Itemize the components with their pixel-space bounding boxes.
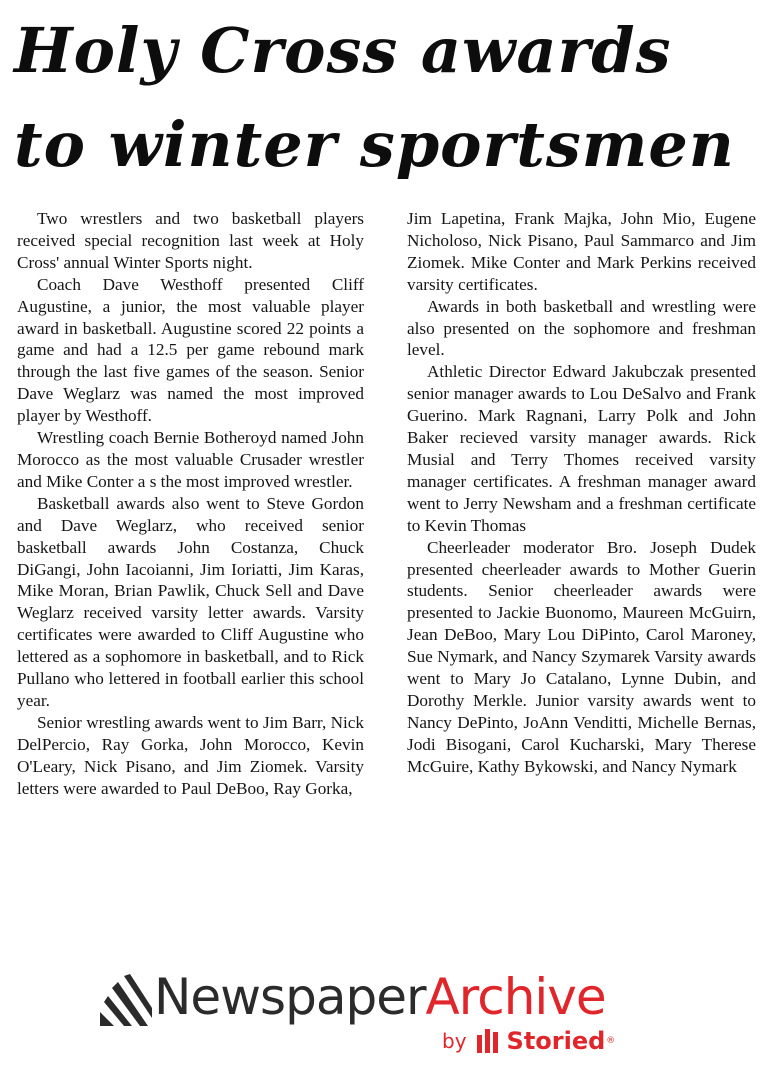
paragraph: Awards in both basketball and wrestling were also presented on the sophomore and freshman level.	[407, 296, 756, 360]
headline	[14, 4, 764, 192]
registered-mark: ®	[606, 1036, 616, 1046]
paragraph: Athletic Director Edward Jakubczak presented senior manager awards to Lou DeSalvo and Frank Guerino. Mark Ragnani, Larry Polk and John Baker recieved varsity manager awards. Rick Musial and Terry Thomes received varsity manager certificates. A freshman manager award went to Jerry Newsham and a freshman certificate to Kevin Thomas	[407, 362, 756, 535]
paragraph: Wrestling coach Bernie Botheroyd named John Morocco as the most valuable Crusader wrestler and Mike Conter a s the most improved wrestler.	[17, 428, 364, 491]
brand-name	[154, 962, 606, 1032]
paragraph-continued: Jim Lapetina, Frank Majka, John Mio, Eugene Nicholoso, Nick Pisano, Paul Sammarco and Jim Ziomek. Mike Conter and Mark Perkins received varsity certificates.	[407, 209, 756, 294]
newspaperarchive-sunburst-icon	[98, 972, 154, 1028]
article-column-right	[407, 208, 756, 778]
headline-line-1: Holy Cross awards	[14, 14, 672, 87]
byline	[442, 1024, 615, 1058]
byline-by: by	[442, 1029, 467, 1053]
paragraph: Basketball awards also went to Steve Gordon and Dave Weglarz, who received senior basketball awards John Costanza, Chuck DiGangi, John Iacoianni, Jim Ioriatti, Jim Karas, Mike Moran, Brian Pawlik, Chuck Sell and Dave Weglarz received varsity letter awards. Varsity certificates were awarded to Cliff Augustine who lettered as a sophomore in basketball, and to Rick Pullano who lettered in football earlier this school year.	[17, 493, 364, 710]
brand-name-part2: Archive	[425, 968, 606, 1026]
headline-line-2: to winter sportsmen	[14, 108, 735, 181]
storied-wordmark: Storied	[506, 1027, 606, 1055]
brand-name-part1: Newspaper	[154, 968, 426, 1026]
paragraph: Coach Dave Westhoff presented Cliff Augustine, a junior, the most valuable player award in basketball. Augustine scored 22 points a game and had a 12.5 per game rebound mark through the last five games of the season. Senior Dave Weglarz was named the most improved player by Westhoff.	[17, 274, 364, 426]
paragraph: Two wrestlers and two basketball players received special recognition last week at Holy Cross' annual Winter Sports night.	[17, 209, 364, 272]
paragraph: Cheerleader moderator Bro. Joseph Dudek presented cheerleader awards to Mother Guerin students. Senior cheerleader awards were presented to Jackie Buonomo, Maureen McGuirn, Jean DeBoo, Mary Lou DiPinto, Carol Maroney, Sue Nymark, and Nancy Szymarek Varsity awards went to Mary Jo Catalano, Lynne Dubin, and Dorothy Merkle. Junior varsity awards went to Nancy DePinto, JoAnn Venditti, Michelle Bernas, Jodi Bisogani, Carol Kucharski, Mary Therese McGuire, Kathy Bykowski, and Nancy Nymark	[407, 537, 756, 776]
newspaperarchive-watermark	[98, 962, 678, 1058]
storied-bars-icon	[477, 1029, 499, 1053]
paragraph: Senior wrestling awards went to Jim Barr, Nick DelPercio, Ray Gorka, John Morocco, Kevin O'Leary, Nick Pisano, and Jim Ziomek. Varsity letters were awarded to Paul DeBoo, Ray Gorka,	[17, 712, 364, 798]
article-column-left	[17, 208, 364, 799]
